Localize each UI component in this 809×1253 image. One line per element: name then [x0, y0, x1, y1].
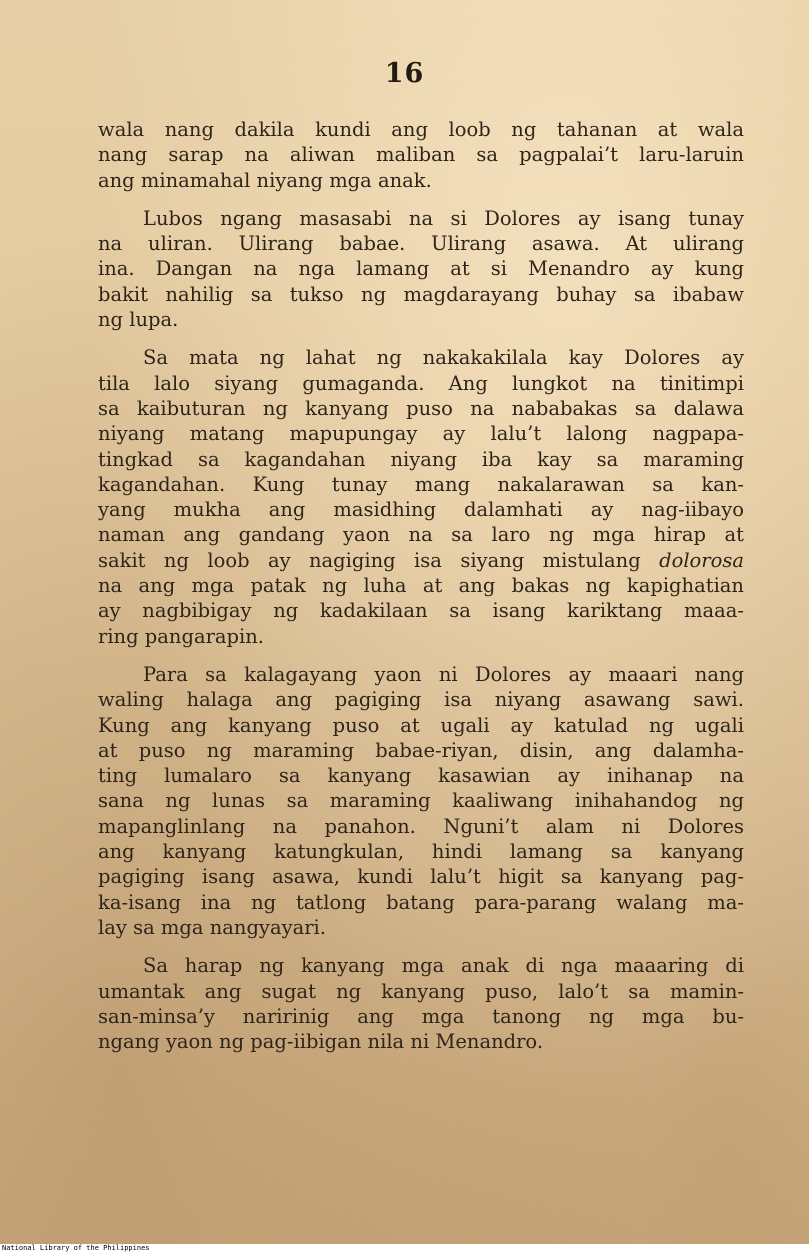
text-line: san-minsa’y naririnig ang mga tanong ng mga bu- [98, 1004, 744, 1028]
paragraph [98, 206, 744, 332]
text-line: ngang yaon ng pag-iibigan nila ni Menandro. [98, 1030, 544, 1054]
text-line: na uliran. Ulirang babae. Ulirang asawa. At ulirang [98, 232, 744, 256]
text-line: kagandahan. Kung tunay mang nakalarawan sa kan- [98, 472, 744, 496]
text-line: ay nagbibigay ng kadakilaan sa isang kariktang maaa- [98, 599, 744, 623]
text-line: at puso ng maraming babae-riyan, disin, ang dalamha- [98, 738, 744, 762]
text-line: bakit nahilig sa tukso ng magdarayang buhay sa ibabaw [98, 282, 744, 306]
text-line: Sa mata ng lahat ng nakakakilala kay Dolores ay [143, 346, 744, 370]
text-line: tila lalo siyang gumaganda. Ang lungkot na tinitimpi [98, 371, 744, 395]
page-number: 16 [384, 58, 425, 89]
paragraph [98, 662, 744, 940]
text-line: Sa harap ng kanyang mga anak di nga maaaring di [143, 954, 744, 978]
text-line: sa kaibuturan ng kanyang puso na nababakas sa dalawa [98, 396, 744, 420]
text-line: waling halaga ang pagiging isa niyang asawang sawi. [98, 688, 744, 712]
text-line: naman ang gandang yaon na sa laro ng mga hirap at [98, 523, 744, 547]
text-line: niyang matang mapupungay ay lalu’t lalong nagpapa- [98, 422, 744, 446]
text-line: umantak ang sugat ng kanyang puso, lalo’t sa mamin- [98, 979, 744, 1003]
text-line: ting lumalaro sa kanyang kasawian ay inihanap na [98, 764, 744, 788]
paragraph [98, 953, 744, 1054]
text-line: ang kanyang katungkulan, hindi lamang sa kanyang [98, 840, 744, 864]
text-line: yang mukha ang masidhing dalamhati ay nag-iibayo [98, 498, 744, 522]
text-line: lay sa mga nangyayari. [98, 915, 326, 939]
text-line: sakit ng loob ay nagiging isa siyang mistulang dolorosa [98, 548, 744, 572]
italic-word: dolorosa [659, 548, 744, 572]
text-line: Kung ang kanyang puso at ugali ay katulad ng ugali [98, 713, 744, 737]
text-line: Lubos ngang masasabi na si Dolores ay isang tunay [143, 206, 744, 230]
text-line: na ang mga patak ng luha at ang bakas ng kapighatian [98, 574, 744, 598]
text-line: ang minamahal niyang mga anak. [98, 168, 432, 192]
body-text [98, 117, 744, 1067]
text-line: ng lupa. [98, 308, 179, 332]
paragraph [98, 117, 744, 193]
text-line: ina. Dangan na nga lamang at si Menandro ay kung [98, 257, 744, 281]
text-line: sana ng lunas sa maraming kaaliwang inihahandog ng [98, 789, 744, 813]
paragraph [98, 345, 744, 649]
text-line: ka-isang ina ng tatlong batang para-parang walang ma- [98, 890, 744, 914]
text-line: ring pangarapin. [98, 624, 264, 648]
text-line: pagiging isang asawa, kundi lalu’t higit sa kanyang pag- [98, 865, 744, 889]
text-line: mapanglinlang na panahon. Nguni’t alam ni Dolores [98, 814, 744, 838]
text-line: wala nang dakila kundi ang loob ng tahanan at wala [98, 118, 744, 141]
text-line: nang sarap na aliwan maliban sa pagpalai’t laru-laruin [98, 143, 744, 167]
library-credit: National Library of the Philippines [2, 1244, 150, 1252]
text-line: tingkad sa kagandahan niyang iba kay sa maraming [98, 447, 744, 471]
text-line: Para sa kalagayang yaon ni Dolores ay maaari nang [143, 662, 744, 686]
